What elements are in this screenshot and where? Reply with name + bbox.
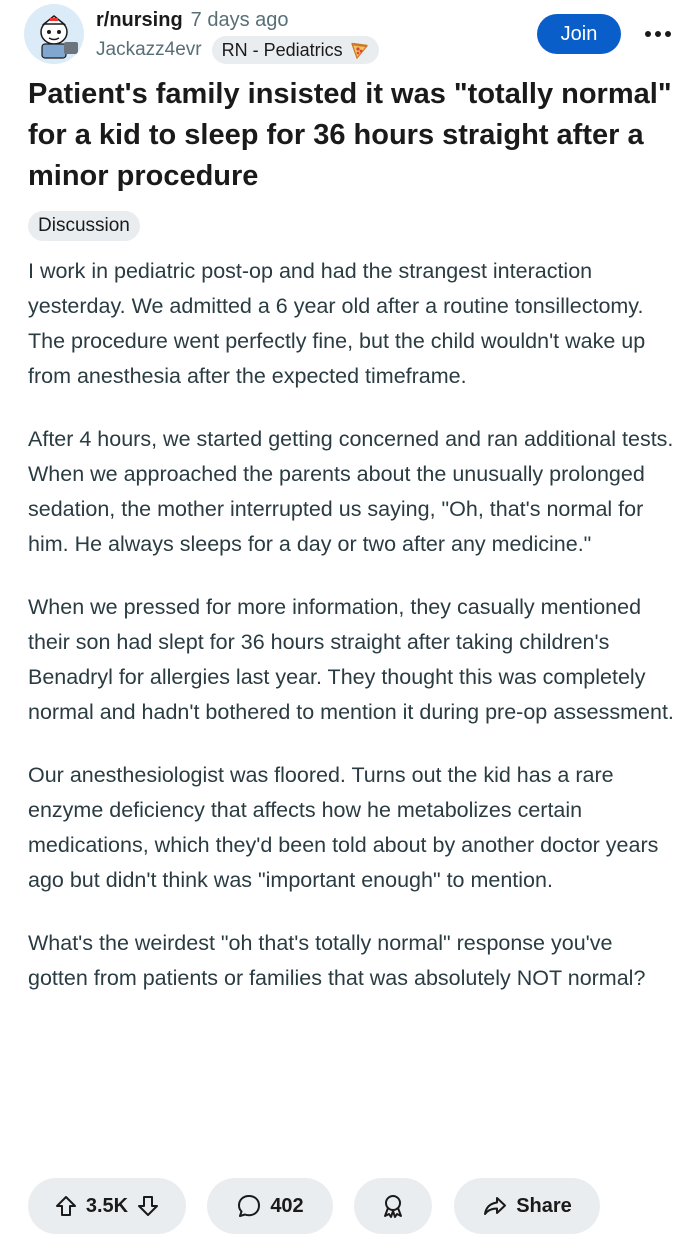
comments-button[interactable] — [207, 1178, 333, 1234]
subreddit-avatar-icon[interactable] — [24, 4, 84, 64]
share-icon — [482, 1193, 508, 1219]
post-header — [0, 0, 700, 70]
post-paragraph: After 4 hours, we started getting concerned and ran additional tests. When we approached the parents about the unusually prolonged sedation, the mother interrupted us saying, "Oh, that's normal for him. He always sleeps for a day or two after any medicine." — [28, 427, 674, 556]
post-flair-tag[interactable]: Discussion — [28, 211, 140, 241]
user-line — [96, 36, 379, 64]
post-paragraph: Our anesthesiologist was floored. Turns out the kid has a rare enzyme deficiency that affects how he metabolizes certain medications, which they'd been told about by another doctor years ago but didn't think was "important enough" to mention. — [28, 763, 659, 892]
comment-icon — [236, 1193, 262, 1219]
subreddit-line — [96, 8, 289, 32]
post-actions-bar — [0, 1178, 700, 1236]
upvote-icon[interactable] — [54, 1194, 78, 1218]
share-label: Share — [516, 1194, 572, 1217]
subreddit-name[interactable]: r/nursing — [96, 9, 183, 31]
user-flair-label: RN - Pediatrics — [221, 39, 343, 60]
pizza-flair-icon — [349, 40, 369, 60]
downvote-icon[interactable] — [136, 1194, 160, 1218]
vote-control — [28, 1178, 186, 1234]
award-icon — [380, 1193, 406, 1219]
user-flair — [212, 36, 379, 64]
username[interactable]: Jackazz4evr — [96, 39, 202, 60]
post-paragraph: When we pressed for more information, they casually mentioned their son had slept for 36 hours straight after taking children's Benadryl for allergies last year. They thought this was completely normal and hadn't bothered to mention it during pre-op assessment. — [28, 595, 674, 724]
more-options-icon[interactable] — [640, 22, 676, 46]
share-button[interactable] — [454, 1178, 600, 1234]
award-button[interactable] — [354, 1178, 432, 1234]
post-title[interactable]: Patient's family insisted it was "totally normal" for a kid to sleep for 36 hours straight after a minor procedure — [28, 78, 672, 192]
post-paragraph: I work in pediatric post-op and had the strangest interaction yesterday. We admitted a 6 year old after a routine tonsillectomy. The procedure went perfectly fine, but the child wouldn't wake up from anesthesia after the expected timeframe. — [28, 259, 646, 388]
join-button[interactable]: Join — [537, 14, 621, 54]
post-time: 7 days ago — [190, 9, 289, 31]
vote-count: 3.5K — [85, 1194, 129, 1217]
comment-count: 402 — [270, 1194, 304, 1217]
post-body — [28, 254, 678, 1024]
post-paragraph: What's the weirdest "oh that's totally normal" response you've gotten from patients or families that was absolutely NOT normal? — [28, 931, 646, 990]
